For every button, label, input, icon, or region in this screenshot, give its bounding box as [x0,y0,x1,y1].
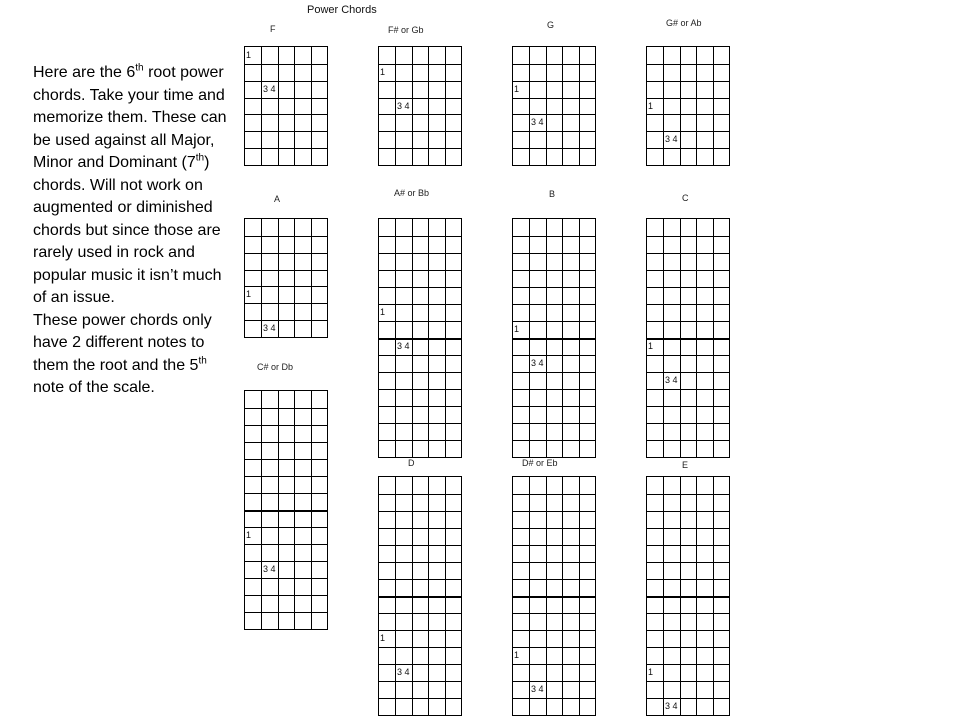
finger-1-marker: 1 [648,101,654,111]
fret-line [379,613,461,614]
fret-line [379,321,461,322]
finger-1-marker: 1 [380,67,386,77]
chord-label: G [547,20,555,30]
finger-3-4-marker: 3 4 [397,341,410,351]
fret-line [379,698,461,699]
fret-line [245,148,327,149]
fret-line [379,681,461,682]
fret-line [379,372,461,373]
finger-3-4-marker: 3 4 [531,684,544,694]
fret-line [647,270,729,271]
fret-line [647,545,729,546]
fret-line [379,596,461,598]
fret-line [245,114,327,115]
fret-line [647,98,729,99]
fret-line [513,98,595,99]
fret-line [647,304,729,305]
fret-line [245,236,327,237]
fret-line [245,595,327,596]
fret-line [513,270,595,271]
fret-line [245,408,327,409]
chord-fretboard [378,476,462,716]
chord-label: A [274,194,281,204]
fret-line [647,321,729,322]
fret-line [647,236,729,237]
fret-line [513,338,595,340]
fret-line [379,114,461,115]
fret-line [647,579,729,580]
fret-line [245,527,327,528]
fret-line [513,511,595,512]
finger-3-4-marker: 3 4 [397,101,410,111]
fret-line [245,425,327,426]
fret-line [647,613,729,614]
fret-line [513,321,595,322]
fret-line [647,698,729,699]
fret-line [647,664,729,665]
fret-line [513,664,595,665]
fret-line [647,253,729,254]
fret-line [245,81,327,82]
fret-line [513,131,595,132]
fret-line [647,440,729,441]
fret-line [245,459,327,460]
chord-fretboard [646,476,730,716]
chord-fretboard [244,390,328,630]
finger-1-marker: 1 [246,530,252,540]
fret-line [513,372,595,373]
chord-label: F# or Gb [388,25,424,35]
finger-3-4-marker: 3 4 [263,564,276,574]
fret-line [245,476,327,477]
fret-line [647,148,729,149]
fret-line [513,148,595,149]
finger-3-4-marker: 3 4 [263,84,276,94]
fret-line [513,494,595,495]
fret-line [379,148,461,149]
fret-line [647,681,729,682]
chord-fretboard [512,218,596,458]
fret-line [513,355,595,356]
fret-line [379,338,461,340]
fret-line [379,440,461,441]
fret-line [647,131,729,132]
fret-line [245,131,327,132]
finger-1-marker: 1 [246,289,252,299]
chord-fretboard [244,46,328,166]
fret-line [647,338,729,340]
fret-line [379,81,461,82]
fret-line [379,579,461,580]
fret-line [647,562,729,563]
finger-3-4-marker: 3 4 [263,323,276,333]
intro-paragraph-1: Here are the 6th root power chords. Take your time and memorize them. These can be used against all Major, Minor and Dominant (7th) chords. Will not work on augmented or diminished chords but since those are rarely used in rock and popular music it isn’t much of an issue. [33,62,227,306]
fret-line [379,98,461,99]
finger-3-4-marker: 3 4 [531,358,544,368]
fret-line [245,442,327,443]
fret-line [379,647,461,648]
finger-1-marker: 1 [246,50,252,60]
fret-line [245,578,327,579]
fret-line [379,562,461,563]
fret-line [379,511,461,512]
fret-line [379,355,461,356]
fret-line [245,303,327,304]
fret-line [513,406,595,407]
fret-line [513,630,595,631]
chord-fretboard [378,218,462,458]
fret-line [647,355,729,356]
chord-label: C# or Db [257,362,294,372]
fret-line [379,406,461,407]
finger-1-marker: 1 [380,633,386,643]
fret-line [647,596,729,598]
chord-fretboard [646,218,730,458]
fret-line [513,304,595,305]
fret-line [647,511,729,512]
fret-line [647,64,729,65]
fret-line [513,389,595,390]
fret-line [379,131,461,132]
fret-line [379,630,461,631]
fret-line [513,562,595,563]
fret-line [379,494,461,495]
fret-line [647,423,729,424]
fret-line [513,647,595,648]
finger-1-marker: 1 [380,307,386,317]
fret-line [647,406,729,407]
fret-line [513,579,595,580]
intro-text [33,62,228,400]
fret-line [513,440,595,441]
fret-line [379,287,461,288]
chord-label: D# or Eb [522,458,558,468]
fret-line [245,493,327,494]
fret-line [245,320,327,321]
chord-fretboard [512,476,596,716]
fret-line [379,253,461,254]
finger-1-marker: 1 [514,650,520,660]
fret-line [513,287,595,288]
fret-line [245,253,327,254]
fret-line [647,81,729,82]
fret-line [513,253,595,254]
fret-line [513,698,595,699]
fret-line [647,372,729,373]
fret-line [513,64,595,65]
chord-label: G# or Ab [666,18,702,28]
finger-1-marker: 1 [648,667,654,677]
chord-label: C [682,193,689,203]
fret-line [245,561,327,562]
fret-line [379,64,461,65]
finger-3-4-marker: 3 4 [665,701,678,711]
chord-label: A# or Bb [394,188,430,198]
finger-3-4-marker: 3 4 [531,117,544,127]
fret-line [647,630,729,631]
fret-line [513,596,595,598]
fret-line [513,528,595,529]
fret-line [245,612,327,613]
fret-line [647,389,729,390]
fret-line [379,528,461,529]
fret-line [513,423,595,424]
finger-3-4-marker: 3 4 [397,667,410,677]
fret-line [245,286,327,287]
chord-fretboard [646,46,730,166]
chord-fretboard [244,218,328,338]
page-title: Power Chords [307,4,377,16]
chord-fretboard [378,46,462,166]
chord-fretboard [512,46,596,166]
fret-line [513,545,595,546]
chord-label: B [549,189,556,199]
finger-3-4-marker: 3 4 [665,375,678,385]
fret-line [379,545,461,546]
fret-line [647,528,729,529]
finger-1-marker: 1 [514,324,520,334]
fret-line [245,544,327,545]
chord-label: F [270,24,276,34]
fret-line [379,664,461,665]
fret-line [245,64,327,65]
fret-line [513,81,595,82]
fret-line [379,270,461,271]
fret-line [379,389,461,390]
fret-line [513,114,595,115]
chord-label: E [682,460,689,470]
chord-label: D [408,458,415,468]
fret-line [647,114,729,115]
fret-line [513,613,595,614]
fret-line [513,236,595,237]
fret-line [647,647,729,648]
finger-1-marker: 1 [514,84,520,94]
fret-line [379,236,461,237]
intro-paragraph-2: These power chords only have 2 different notes to them the root and the 5th note of the scale. [33,311,212,396]
fret-line [245,98,327,99]
fret-line [647,494,729,495]
fret-line [379,304,461,305]
fret-line [245,510,327,512]
fret-line [245,270,327,271]
finger-1-marker: 1 [648,341,654,351]
fret-line [513,681,595,682]
finger-3-4-marker: 3 4 [665,134,678,144]
fret-line [379,423,461,424]
fret-line [647,287,729,288]
